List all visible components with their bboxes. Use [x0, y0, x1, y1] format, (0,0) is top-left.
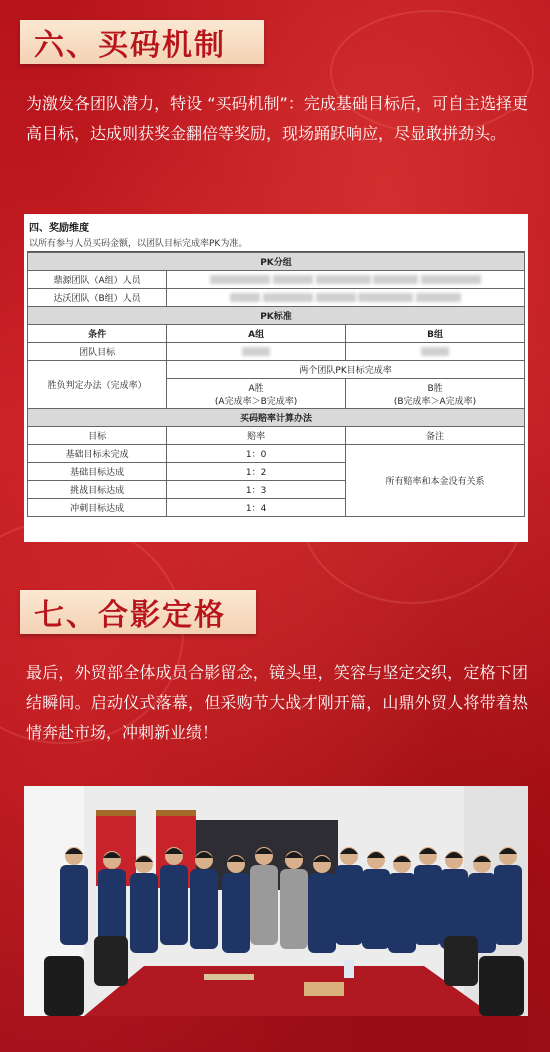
- section6-title: 六、买码机制: [34, 28, 226, 63]
- col-condition: 条件: [28, 325, 167, 343]
- person-body: [362, 869, 390, 949]
- person-body: [160, 865, 188, 945]
- team-target-label: 团队目标: [28, 343, 167, 361]
- table-row: [28, 445, 525, 463]
- section7-banner: [20, 590, 256, 634]
- col-group-b: B组: [346, 325, 525, 343]
- table-row: [28, 289, 525, 307]
- a-win-cell: [167, 379, 346, 409]
- pk-standard-header: PK标准: [28, 307, 525, 325]
- redacted-value: [167, 343, 346, 361]
- win-rule-desc: 两个团队PK目标完成率: [167, 361, 525, 379]
- person-body: [414, 865, 442, 945]
- pk-group-a-label: 鼎源团队（A组）人员: [28, 271, 167, 289]
- odds-rate: 1：2: [167, 463, 346, 481]
- pk-group-header: PK分组: [28, 253, 525, 271]
- table-row: [28, 427, 525, 445]
- section7-paragraph: 最后，外贸部全体成员合影留念，镜头里，笑容与坚定交织，定格下团结瞬间。启动仪式落幕，但采购节大战才刚开篇，山鼎外贸人将带着热情奔赴市场，冲刺新业绩！: [26, 663, 528, 742]
- col-rate: 赔率: [167, 427, 346, 445]
- b-win-cond: (B完成率＞A完成率): [393, 396, 477, 407]
- table-row: [28, 325, 525, 343]
- redacted-names: [167, 289, 525, 307]
- person-body: [494, 865, 522, 945]
- b-win: B胜: [427, 383, 443, 394]
- odds-rate: 1：4: [167, 499, 346, 517]
- a-win: A胜: [248, 383, 264, 394]
- person-body: [250, 865, 278, 945]
- document-note: 以所有参与人员买码金额，以团队目标完成率PK为准。: [27, 234, 525, 252]
- section6-banner: [20, 20, 264, 64]
- table-row: [28, 343, 525, 361]
- odds-note: 所有赔率和本金没有关系: [346, 445, 525, 517]
- person-body: [388, 873, 416, 953]
- table-row: [28, 361, 525, 379]
- group-photo-illustration: [24, 786, 528, 1016]
- odds-rate: 1：3: [167, 481, 346, 499]
- person-body: [190, 869, 218, 949]
- col-note: 备注: [346, 427, 525, 445]
- group-photo: [24, 786, 528, 1016]
- person-body: [222, 873, 250, 953]
- col-group-a: A组: [167, 325, 346, 343]
- win-rule-label: 胜负判定办法（完成率）: [28, 361, 167, 409]
- redacted-value: [346, 343, 525, 361]
- person-body: [308, 873, 336, 953]
- table-row: [28, 271, 525, 289]
- person-body: [130, 873, 158, 953]
- redacted-names: [167, 271, 525, 289]
- person-body: [60, 865, 88, 945]
- odds-target: 挑战目标达成: [28, 481, 167, 499]
- odds-rate: 1：0: [167, 445, 346, 463]
- document-heading: 四、奖励维度: [29, 223, 89, 234]
- section7-title: 七、合影定格: [34, 598, 226, 633]
- odds-target: 基础目标达成: [28, 463, 167, 481]
- pk-group-b-label: 达沃团队（B组）人员: [28, 289, 167, 307]
- col-target: 目标: [28, 427, 167, 445]
- section6-paragraph: 为激发各团队潜力，特设 “买码机制”：完成基础目标后，可自主选择更高目标，达成则获奖金翻倍等奖励，现场踊跃响应，尽显敢拼劲头。: [26, 94, 528, 143]
- a-win-cond: (A完成率＞B完成率): [214, 396, 298, 407]
- b-win-cell: [346, 379, 525, 409]
- reward-document: [24, 214, 528, 542]
- person-body: [335, 865, 363, 945]
- reward-table: [27, 252, 525, 517]
- odds-target: 冲刺目标达成: [28, 499, 167, 517]
- person-body: [280, 869, 308, 949]
- odds-target: 基础目标未完成: [28, 445, 167, 463]
- odds-header: 买码赔率计算办法: [28, 409, 525, 427]
